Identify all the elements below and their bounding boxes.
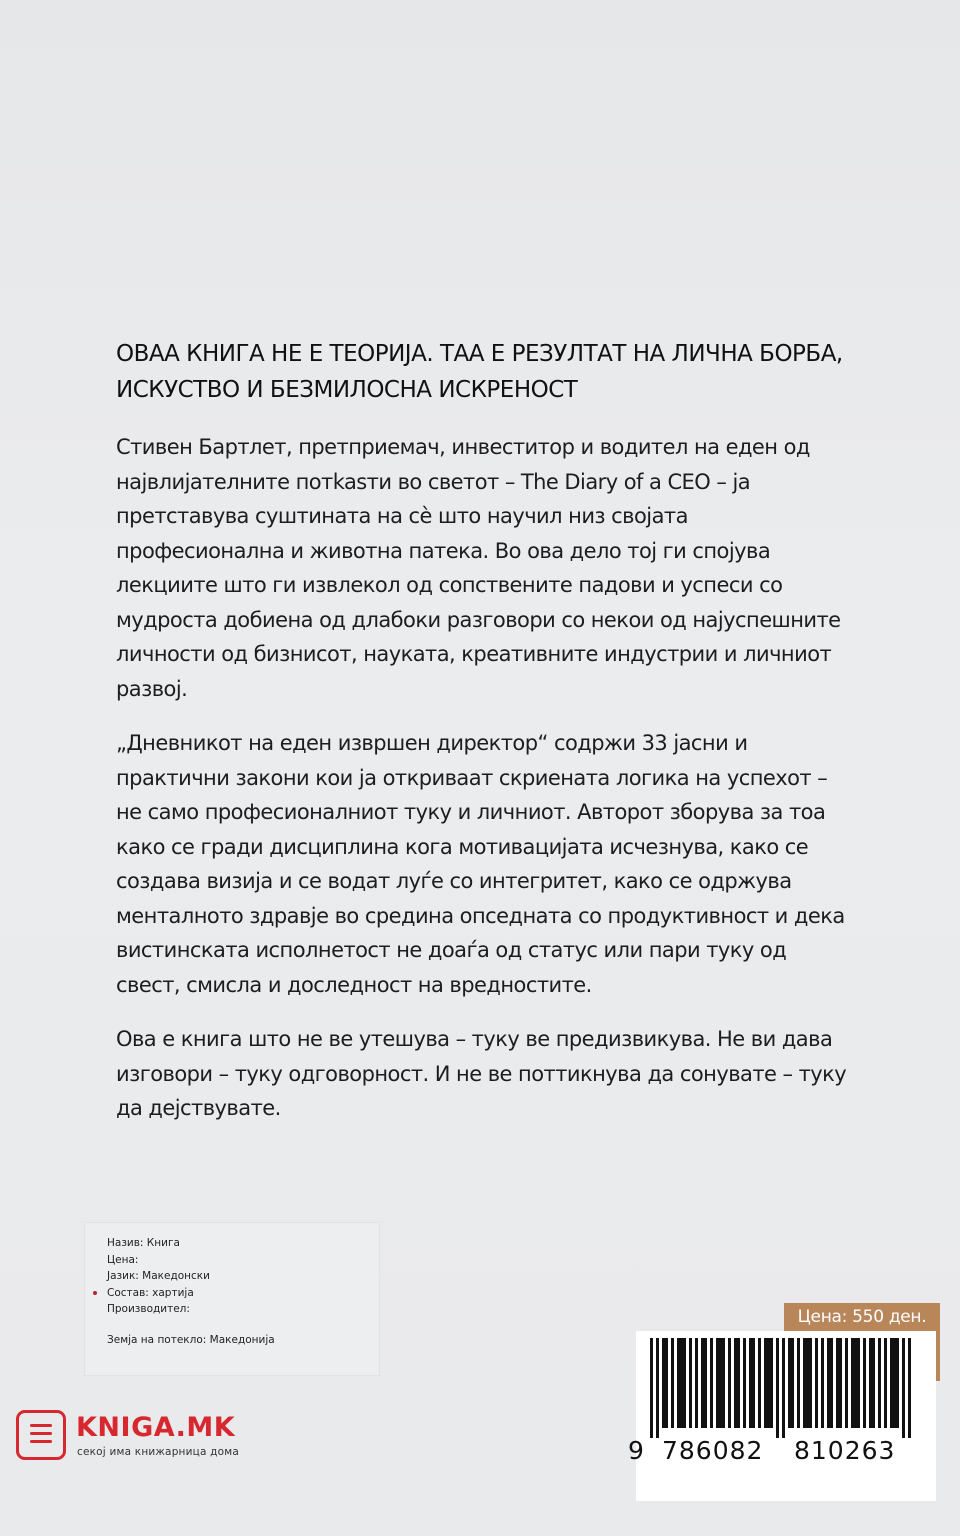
sticker-origin: Земја на потекло: Македонија bbox=[107, 1334, 275, 1346]
logo-tagline: секој има книжарница дома bbox=[77, 1446, 240, 1458]
barcode-group-right: 810263 bbox=[794, 1436, 896, 1465]
price-tag: Цена: 550 ден. bbox=[784, 1303, 940, 1331]
blurb-paragraph-2: „Дневникот на еден извршен директор“ содржи 33 јасни и практични закони кои ја откриваат скриената логика на успехот – не само професионалниот туку и личниот. Авторот зборува за тоа како се гради дисциплина кога мотивацијата исчезнува, како се создава визија и се водат луѓе со интегритет, како се одржува менталното здравје во средина опседната со продуктивност и дека вистинската исполнетост не доаѓа од статус или пари туку од свест, смисла и доследност на вредностите. bbox=[116, 731, 845, 997]
book-stack-icon bbox=[16, 1410, 66, 1460]
logo-name: KNIGA.MK bbox=[76, 1412, 236, 1443]
publisher-logo bbox=[16, 1408, 276, 1468]
blurb-paragraph-1: Стивен Бартлет, претприемач, инвеститор и водител на еден од највлијателните потkasти во светот – The Diary of a CEO – ја претставува суштината на сè што научил низ својата професионална и животна патека. Во ова дело тој ги спојува лекциите што ги извлекол од сопствените падови и успеси со мудроста добиена од длабоки разговори со некои од најуспешните личности од бизнисот, науката, креативните индустрии и личниот развој. bbox=[116, 435, 841, 701]
sticker-name: Назив: Книга bbox=[107, 1237, 180, 1249]
blurb bbox=[116, 336, 856, 1146]
product-info-sticker bbox=[84, 1222, 380, 1376]
barcode-digit-first: 9 bbox=[628, 1436, 645, 1465]
sticker-price: Цена: bbox=[107, 1254, 139, 1266]
barcode-group-left: 786082 bbox=[662, 1436, 764, 1465]
sticker-language: Јазик: Македонски bbox=[107, 1270, 210, 1282]
blurb-paragraph-3: Ова е книга што не ве утешува – туку ве предизвикува. Не ви дава изговори – туку одговорност. И не ве поттикнува да сонувате – туку да дејствувате. bbox=[116, 1027, 847, 1120]
blurb-heading: ОВАА КНИГА НЕ Е ТЕОРИЈА. ТАА Е РЕЗУЛТАТ НА ЛИЧНА БОРБА, ИСКУСТВО И БЕЗМИЛОСНА ИСКРЕНОСТ bbox=[116, 341, 843, 403]
sticker-composition: Состав: хартија bbox=[107, 1287, 194, 1299]
barcode-icon bbox=[650, 1338, 922, 1438]
sticker-producer: Производител: bbox=[107, 1303, 190, 1315]
sticker-dot-mark bbox=[93, 1291, 97, 1295]
